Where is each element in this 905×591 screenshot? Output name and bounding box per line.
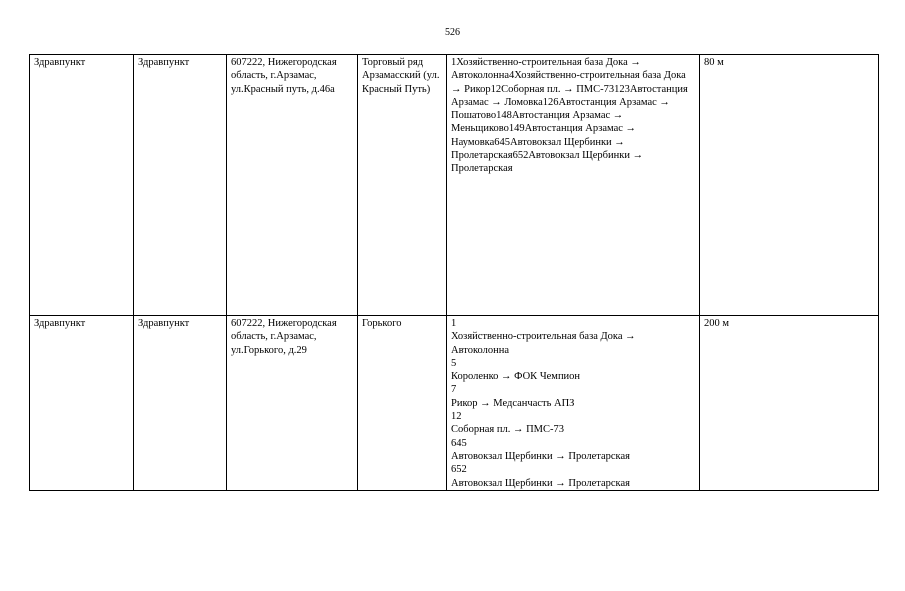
route-number: 12 [451,411,462,423]
data-table [29,54,879,491]
route-direction: Короленко → ФОК Чемпион [451,371,581,383]
route-direction: Соборная пл. → ПМС-73 [451,424,564,436]
cell-distance: 80 м [700,55,879,316]
cell-address: 607222, Нижегородская область, г.Арзамас, ул.Красный путь, д.46а [227,55,358,316]
cell-routes [447,316,700,491]
route-direction: Автовокзал Щербинки → Пролетарская [451,450,630,462]
route-number: 5 [451,357,457,369]
cell-type: Здравпункт [30,55,134,316]
cell-routes: 1Хозяйственно-строительная база Дока → Автоколонна4Хозяйственно-строительная база Дока → Рикор12Соборная пл. → ПМС-73123Автостанция Арзамас → Ломовка126Автостанция Арзамас → Пошатово148Автостанция Арзамас → Меньщиково149Автостанция Арзамас → Наумовка645Автовокзал Щербинки → Пролетарская652Автовокзал Щербинки → Пролетарская [447,55,700,316]
route-direction: Хозяйственно-строительная база Дока → Автоколонна [451,331,636,356]
route-number: 7 [451,384,457,396]
table-row [30,316,879,491]
route-number: 645 [451,437,467,449]
cell-address: 607222, Нижегородская область, г.Арзамас, ул.Горького, д.29 [227,316,358,491]
route-number: 652 [451,464,467,476]
route-direction: Автовокзал Щербинки → Пролетарская [451,477,630,489]
route-direction: Рикор → Медсанчасть АПЗ [451,397,575,409]
cell-name: Здравпункт [134,55,227,316]
cell-type: Здравпункт [30,316,134,491]
cell-distance: 200 м [700,316,879,491]
cell-stop: Горького [358,316,447,491]
page-number: 526 [445,27,460,38]
cell-stop: Торговый ряд Арзамасский (ул. Красный Путь) [358,55,447,316]
route-number: 1 [451,318,457,329]
cell-name: Здравпункт [134,316,227,491]
table-row [30,55,879,316]
